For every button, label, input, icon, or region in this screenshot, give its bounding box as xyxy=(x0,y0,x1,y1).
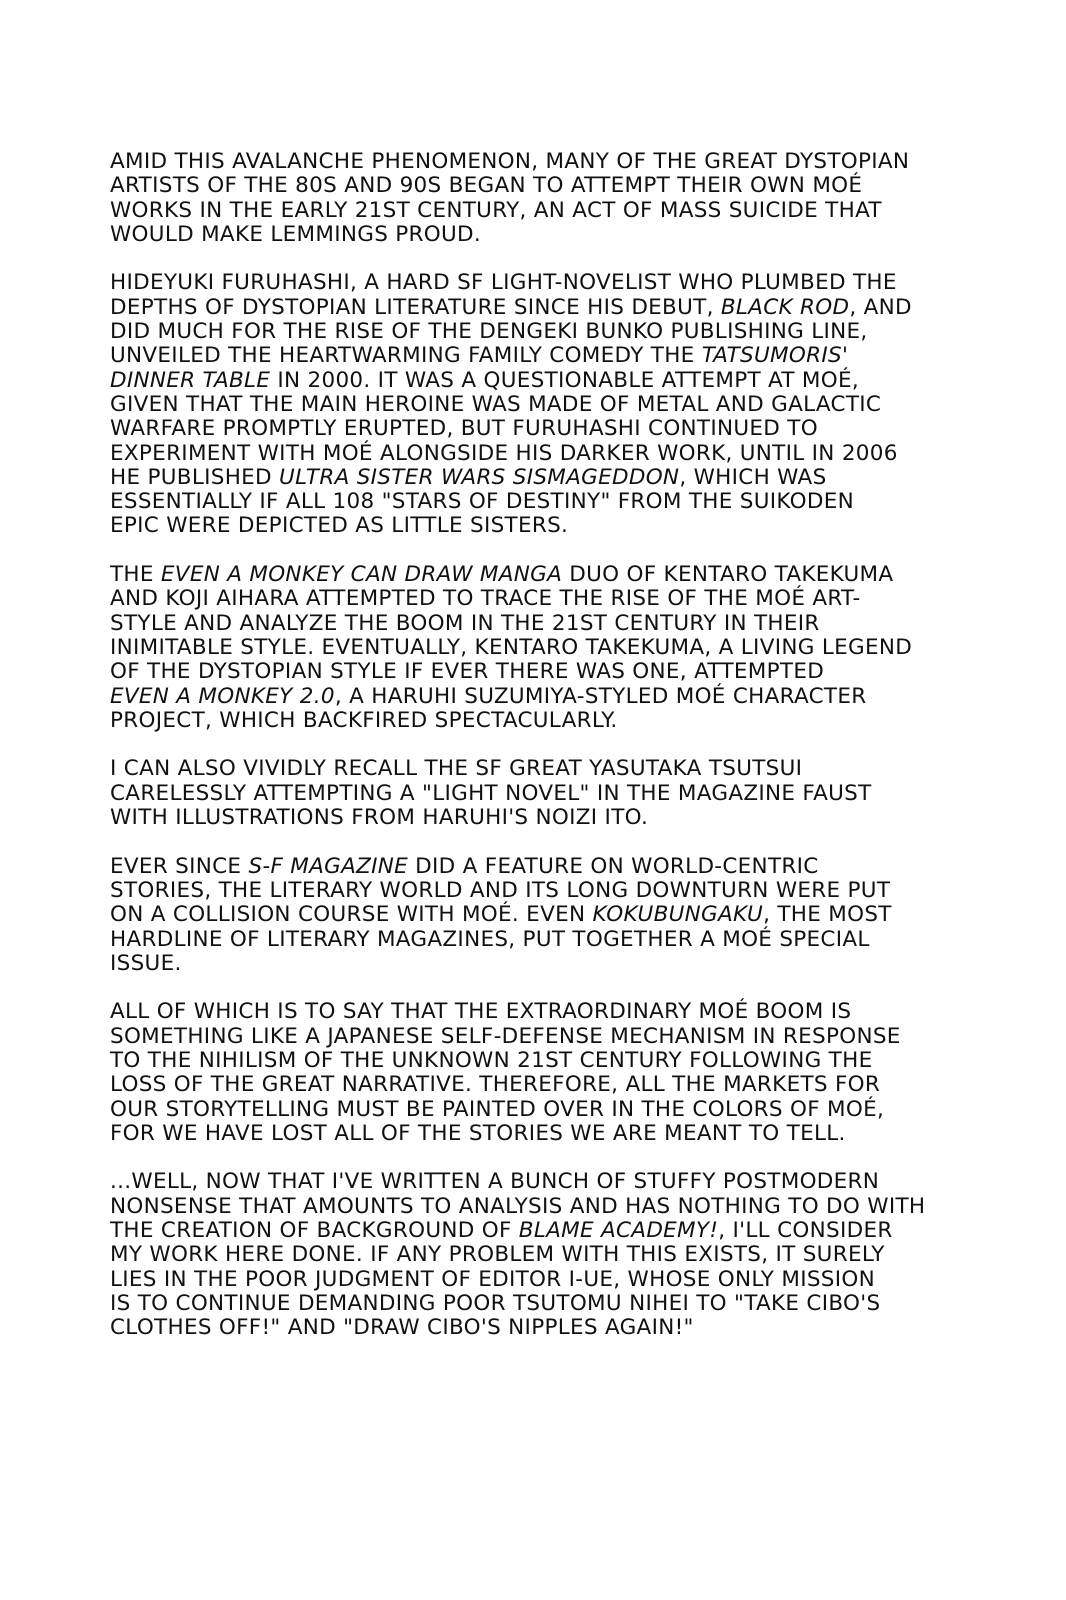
text-line xyxy=(110,587,950,611)
text-run: DUO OF KENTARO TAKEKUMA xyxy=(562,562,894,588)
text-line xyxy=(110,928,950,952)
text-run: TO THE NIHILISM OF THE UNKNOWN 21ST CENTURY FOLLOWING THE xyxy=(110,1047,873,1073)
text-line xyxy=(110,636,950,660)
text-run: , I'LL CONSIDER xyxy=(718,1218,893,1244)
text-run: ESSENTIALLY IF ALL 108 "STARS OF DESTINY" FROM THE SUIKODEN xyxy=(110,489,854,515)
text-line xyxy=(110,174,950,198)
text-line xyxy=(110,660,950,684)
text-line xyxy=(110,1268,950,1292)
text-run: UNVEILED THE HEARTWARMING FAMILY COMEDY THE xyxy=(110,343,702,369)
text-run: , WHICH WAS xyxy=(679,464,827,490)
text-run: WORKS IN THE EARLY 21ST CENTURY, AN ACT OF MASS SUICIDE THAT xyxy=(110,197,882,223)
text-run: EPIC WERE DEPICTED AS LITTLE SISTERS. xyxy=(110,513,569,539)
text-run: AMID THIS AVALANCHE PHENOMENON, MANY OF THE GREAT DYSTOPIAN xyxy=(110,149,910,174)
text-run: NONSENSE THAT AMOUNTS TO ANALYSIS AND HAS NOTHING TO DO WITH xyxy=(110,1193,926,1219)
text-run: HIDEYUKI FURUHASHI, A HARD SF LIGHT-NOVELIST WHO PLUMBED THE xyxy=(110,270,897,296)
text-run: OF THE DYSTOPIAN STYLE IF EVER THERE WAS ONE, ATTEMPTED xyxy=(110,659,825,685)
text-run: DID MUCH FOR THE RISE OF THE DENGEKI BUNKO PUBLISHING LINE, xyxy=(110,319,868,345)
text-run: FOR WE HAVE LOST ALL OF THE STORIES WE ARE MEANT TO TELL. xyxy=(110,1120,846,1146)
text-line xyxy=(110,150,950,174)
article-body xyxy=(110,150,950,1365)
text-line xyxy=(110,709,950,733)
text-line xyxy=(110,442,950,466)
text-run: , A HARUHI SUZUMIYA-STYLED MOÉ CHARACTER xyxy=(334,683,867,709)
text-run: ON A COLLISION COURSE WITH MOÉ. EVEN xyxy=(110,902,593,928)
title-italic: KOKUBUNGAKU xyxy=(592,902,764,928)
text-run: DID A FEATURE ON WORLD-CENTRIC xyxy=(408,853,819,879)
text-line xyxy=(110,1073,950,1097)
text-run: STYLE AND ANALYZE THE BOOM IN THE 21ST CENTURY IN THEIR xyxy=(110,610,820,636)
title-italic: S-F MAGAZINE xyxy=(248,853,409,879)
text-line xyxy=(110,1122,950,1146)
text-line xyxy=(110,1195,950,1219)
text-run: LOSS OF THE GREAT NARRATIVE. THEREFORE, ALL THE MARKETS FOR xyxy=(110,1072,881,1098)
title-italic: EVEN A MONKEY CAN DRAW MANGA xyxy=(160,562,563,588)
text-line xyxy=(110,417,950,441)
text-line xyxy=(110,369,950,393)
text-line xyxy=(110,563,950,587)
paragraph xyxy=(110,855,950,976)
text-line xyxy=(110,1292,950,1316)
text-run: SOMETHING LIKE A JAPANESE SELF-DEFENSE MECHANISM IN RESPONSE xyxy=(110,1023,901,1049)
text-line xyxy=(110,952,950,976)
text-line xyxy=(110,1243,950,1267)
text-line xyxy=(110,344,950,368)
text-line xyxy=(110,320,950,344)
text-run: CARELESSLY ATTEMPTING A "LIGHT NOVEL" IN THE MAGAZINE FAUST xyxy=(110,780,872,806)
text-line xyxy=(110,490,950,514)
text-line xyxy=(110,1316,950,1340)
title-italic: DINNER TABLE xyxy=(110,367,271,393)
text-run: IS TO CONTINUE DEMANDING POOR TSUTOMU NIHEI TO "TAKE CIBO'S xyxy=(110,1290,881,1316)
text-line xyxy=(110,271,950,295)
text-run: I CAN ALSO VIVIDLY RECALL THE SF GREAT YASUTAKA TSUTSUI xyxy=(110,756,803,782)
text-line xyxy=(110,1098,950,1122)
text-run: ...WELL, NOW THAT I'VE WRITTEN A BUNCH OF STUFFY POSTMODERN xyxy=(110,1169,880,1195)
paragraph xyxy=(110,1170,950,1340)
text-run: EVER SINCE xyxy=(110,853,249,879)
text-run: INIMITABLE STYLE. EVENTUALLY, KENTARO TAKEKUMA, A LIVING LEGEND xyxy=(110,634,913,660)
paragraph xyxy=(110,271,950,538)
text-run: GIVEN THAT THE MAIN HEROINE WAS MADE OF METAL AND GALACTIC xyxy=(110,391,882,417)
text-line xyxy=(110,393,950,417)
title-italic: ULTRA SISTER WARS SISMAGEDDON xyxy=(279,464,680,490)
text-run: DEPTHS OF DYSTOPIAN LITERATURE SINCE HIS DEBUT, xyxy=(110,294,721,320)
text-line xyxy=(110,806,950,830)
text-line xyxy=(110,757,950,781)
text-run: ALL OF WHICH IS TO SAY THAT THE EXTRAORDINARY MOÉ BOOM IS xyxy=(110,999,852,1025)
text-line xyxy=(110,782,950,806)
text-run: AND KOJI AIHARA ATTEMPTED TO TRACE THE RISE OF THE MOÉ ART- xyxy=(110,586,861,612)
paragraph xyxy=(110,1000,950,1146)
text-run: STORIES, THE LITERARY WORLD AND ITS LONG DOWNTURN WERE PUT xyxy=(110,877,891,903)
text-run: , AND xyxy=(849,294,912,320)
text-run: ARTISTS OF THE 80S AND 90S BEGAN TO ATTEMPT THEIR OWN MOÉ xyxy=(110,173,863,199)
text-line xyxy=(110,612,950,636)
text-line xyxy=(110,1000,950,1024)
text-run: OUR STORYTELLING MUST BE PAINTED OVER IN THE COLORS OF MOÉ, xyxy=(110,1096,885,1122)
text-run: WOULD MAKE LEMMINGS PROUD. xyxy=(110,221,482,247)
text-line xyxy=(110,879,950,903)
text-line xyxy=(110,466,950,490)
text-run: IN 2000. IT WAS A QUESTIONABLE ATTEMPT AT MOÉ, xyxy=(270,367,860,393)
text-run: LIES IN THE POOR JUDGMENT OF EDITOR I-UE, WHOSE ONLY MISSION xyxy=(110,1266,875,1292)
text-run: , THE MOST xyxy=(763,902,892,928)
text-run: HARDLINE OF LITERARY MAGAZINES, PUT TOGETHER A MOÉ SPECIAL xyxy=(110,926,870,952)
text-line xyxy=(110,685,950,709)
title-italic: BLACK ROD xyxy=(720,294,850,320)
text-line xyxy=(110,1049,950,1073)
text-run: PROJECT, WHICH BACKFIRED SPECTACULARLY. xyxy=(110,707,618,733)
text-run: EXPERIMENT WITH MOÉ ALONGSIDE HIS DARKER WORK, UNTIL IN 2006 xyxy=(110,440,898,466)
title-italic: EVEN A MONKEY 2.0 xyxy=(110,683,335,709)
text-run: CLOTHES OFF!" AND "DRAW CIBO'S NIPPLES AGAIN!" xyxy=(110,1315,694,1341)
text-run: MY WORK HERE DONE. IF ANY PROBLEM WITH THIS EXISTS, IT SURELY xyxy=(110,1242,885,1268)
text-run: WITH ILLUSTRATIONS FROM HARUHI'S NOIZI ITO. xyxy=(110,805,649,831)
title-italic: BLAME ACADEMY! xyxy=(518,1218,719,1244)
text-line xyxy=(110,855,950,879)
text-line xyxy=(110,296,950,320)
text-line xyxy=(110,223,950,247)
text-run: WARFARE PROMPTLY ERUPTED, BUT FURUHASHI CONTINUED TO xyxy=(110,416,818,442)
paragraph xyxy=(110,757,950,830)
text-run: HE PUBLISHED xyxy=(110,464,280,490)
text-line xyxy=(110,199,950,223)
title-italic: TATSUMORIS' xyxy=(701,343,849,369)
text-run: THE xyxy=(110,562,161,588)
text-run: ISSUE. xyxy=(110,950,182,976)
text-line xyxy=(110,1025,950,1049)
text-line xyxy=(110,1170,950,1194)
text-line xyxy=(110,514,950,538)
paragraph xyxy=(110,150,950,247)
paragraph xyxy=(110,563,950,733)
text-run: THE CREATION OF BACKGROUND OF xyxy=(110,1218,519,1244)
text-line xyxy=(110,903,950,927)
text-line xyxy=(110,1219,950,1243)
